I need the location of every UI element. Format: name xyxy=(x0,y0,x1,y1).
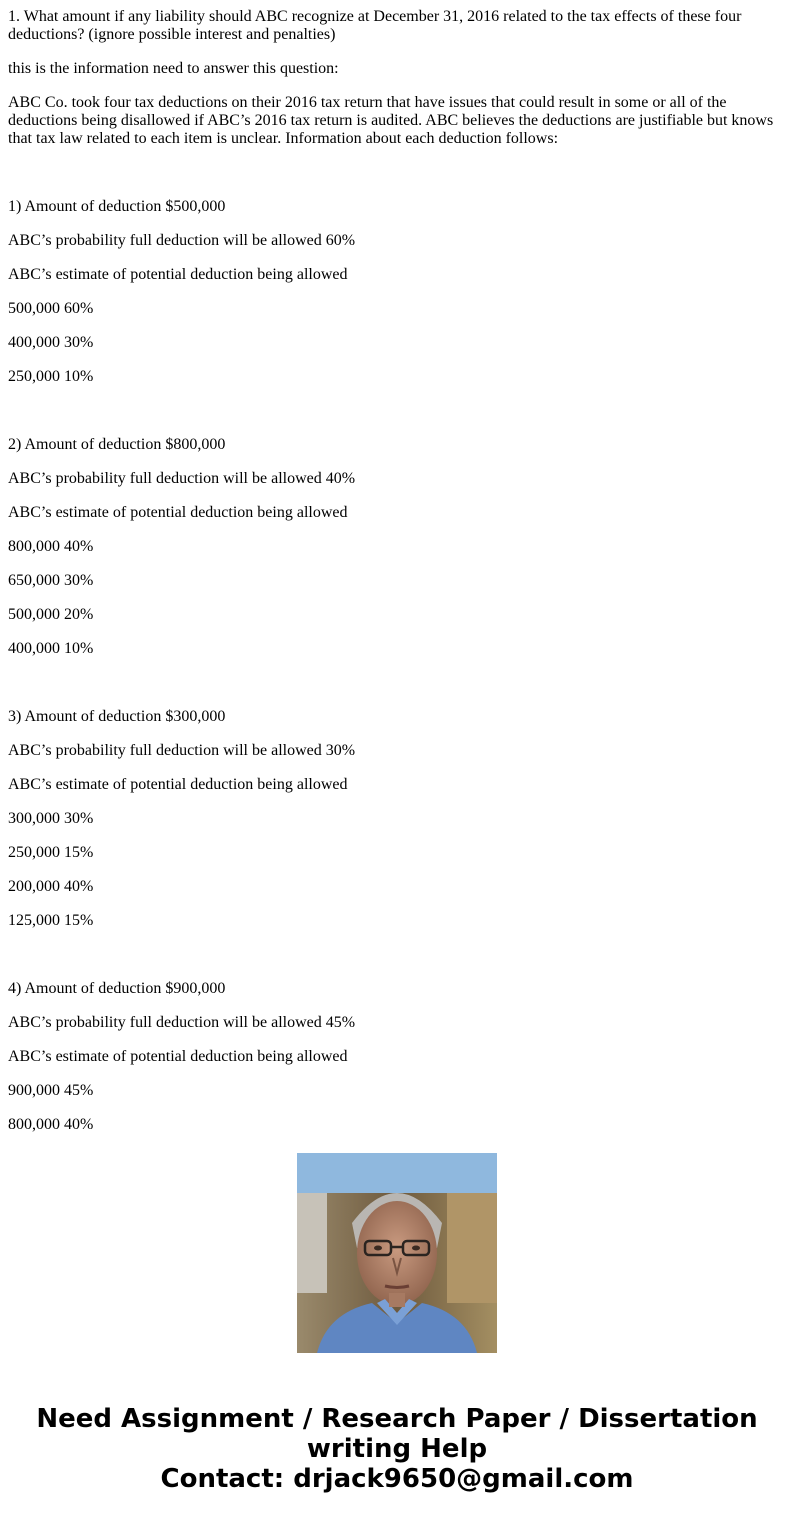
deduction-row: 900,000 45% xyxy=(8,1082,94,1099)
deduction-row: 250,000 15% xyxy=(8,844,94,861)
spacer xyxy=(8,164,778,182)
deduction-row: 650,000 30% xyxy=(8,572,94,589)
question-text: 1. What amount if any liability should ABC recognize at December 31, 2016 related to the tax effects of these four deductions? (ignore possible interest and penalties) xyxy=(8,8,742,43)
spacer xyxy=(8,946,778,964)
deduction-probability: ABC’s probability full deduction will be allowed 40% xyxy=(8,470,356,487)
deduction-probability: ABC’s probability full deduction will be allowed 45% xyxy=(8,1014,356,1031)
deduction-row: 125,000 15% xyxy=(8,912,94,929)
spacer xyxy=(8,402,778,420)
deduction-heading: 2) Amount of deduction $800,000 xyxy=(8,436,226,453)
deduction-row: 500,000 20% xyxy=(8,606,94,623)
avatar xyxy=(297,1153,497,1353)
deduction-row: 500,000 60% xyxy=(8,300,94,317)
deduction-probability: ABC’s probability full deduction will be allowed 60% xyxy=(8,232,356,249)
deduction-estimate-label: ABC’s estimate of potential deduction being allowed xyxy=(8,1048,348,1065)
deduction-row: 300,000 30% xyxy=(8,810,94,827)
deduction-heading: 3) Amount of deduction $300,000 xyxy=(8,708,226,725)
deduction-row: 800,000 40% xyxy=(8,538,94,555)
deduction-row: 200,000 40% xyxy=(8,878,94,895)
deduction-heading: 1) Amount of deduction $500,000 xyxy=(8,198,226,215)
question-content xyxy=(8,0,778,1133)
deduction-row: 250,000 10% xyxy=(8,368,94,385)
deduction-estimate-label: ABC’s estimate of potential deduction being allowed xyxy=(8,776,348,793)
deduction-estimate-label: ABC’s estimate of potential deduction being allowed xyxy=(8,266,348,283)
promo-contact: Contact: drjack9650@gmail.com xyxy=(160,1464,634,1494)
promo-banner xyxy=(0,1404,794,1494)
promo-line: writing Help xyxy=(306,1434,488,1464)
deduction-row: 800,000 40% xyxy=(8,1116,94,1133)
spacer xyxy=(8,674,778,692)
context-paragraph: ABC Co. took four tax deductions on their 2016 tax return that have issues that could result in some or all of the deductions being disallowed if ABC’s 2016 tax return is audited. ABC believes the deductions are justifiable but knows that tax law related to each item is unclear. Information about each deduction follows: xyxy=(8,94,774,147)
promo-line: Need Assignment / Research Paper / Dissertation xyxy=(36,1404,758,1434)
deduction-row: 400,000 30% xyxy=(8,334,94,351)
avatar-portrait-icon xyxy=(297,1153,497,1353)
info-intro: this is the information need to answer this question: xyxy=(8,60,339,77)
deduction-row: 400,000 10% xyxy=(8,640,94,657)
deduction-estimate-label: ABC’s estimate of potential deduction being allowed xyxy=(8,504,348,521)
deduction-probability: ABC’s probability full deduction will be allowed 30% xyxy=(8,742,356,759)
deduction-heading: 4) Amount of deduction $900,000 xyxy=(8,980,226,997)
